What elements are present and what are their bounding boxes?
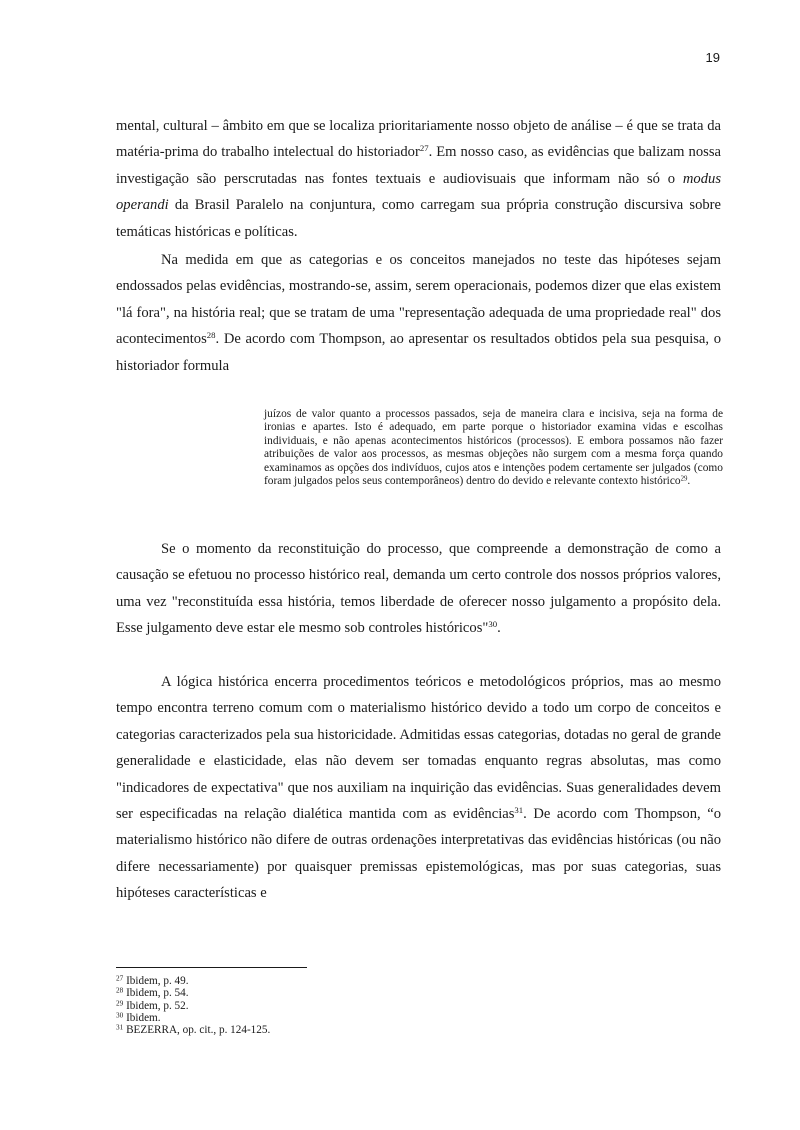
footnotes-list (116, 975, 616, 1036)
block-quote (264, 408, 723, 488)
footnote-29 (116, 1000, 616, 1012)
footnote-text: BEZERRA, op. cit., p. 124-125. (123, 1024, 271, 1037)
paragraph-2-text-a: Na medida em que as categorias e os conceitos manejados no teste das hipóteses sejam endossados pelas evidências, mostrando-se, assim, serem operacionais, podemos dizer que elas existem "lá fora", na história real; que se tratam de uma "representação adequada de uma propriedade real" dos acontecimentos (116, 252, 721, 348)
paragraph-1-text-b: . Em nosso caso, as evidências que balizam nossa investigação são perscrutadas nas fontes textuais e audiovisuais que informam não só o (116, 144, 721, 187)
footnote-number: 29 (116, 998, 124, 1007)
paragraph-4-text-b: . De acordo com Thompson, “o materialismo histórico não difere de outras ordenações interpretativas das evidências históricas (ou não difere necessariamente) por quaisquer premissas epistemológicas, mas por suas categorias, suas hipóteses características e (116, 806, 721, 902)
footnote-text: Ibidem, p. 52. (123, 999, 189, 1012)
emphasis-modus-operandi: modus operandi (116, 170, 721, 214)
paragraph-2 (116, 247, 721, 379)
footnote-ref-29: 29 (680, 475, 688, 483)
footnote-text: Ibidem, p. 54. (123, 987, 189, 1000)
footnote-number: 31 (116, 1023, 124, 1032)
footnote-number: 27 (116, 974, 124, 983)
paragraph-3 (116, 536, 721, 642)
paragraph-4 (116, 669, 721, 907)
paragraph-3-text-b: . (497, 620, 501, 637)
paragraph-2-text-b: . De acordo com Thompson, ao apresentar os resultados obtidos pela sua pesquisa, o historiador formula (116, 331, 721, 374)
footnote-ref-30: 30 (488, 619, 498, 630)
footnote-number: 30 (116, 1011, 124, 1020)
footnote-28 (116, 987, 616, 999)
footnote-separator (116, 967, 307, 968)
paragraph-3-text-a: Se o momento da reconstituição do processo, que compreende a demonstração de como a causação se efetuou no processo histórico real, demanda um certo controle dos nossos próprios valores, uma vez "reconstituída essa história, temos liberdade de oferecer nosso julgamento a propósito dela. Esse julgamento deve estar ele mesmo sob controles históricos" (116, 541, 721, 637)
paragraph-4-text-a: A lógica histórica encerra procedimentos teóricos e metodológicos próprios, mas ao mesmo tempo encontra terreno comum com o materialismo histórico devido a todo um corpo de conceitos e categorias caracterizados pela sua historicidade. Admitidas essas categorias, dotadas no geral de grande generalidade e elasticidade, elas não devem ser tomadas enquanto regras absolutas, mas como "indicadores de expectativa" que nos auxiliam na inquirição das evidências. Suas generalidades devem ser especificadas na relação dialética mantida com as evidências (116, 674, 721, 823)
paragraph-1-text-a: mental, cultural – âmbito em que se localiza prioritariamente nosso objeto de análise – é que se trata da matéria-prima do trabalho intelectual do historiador (116, 118, 721, 161)
paragraph-1 (116, 113, 721, 245)
footnote-30 (116, 1012, 616, 1024)
footnote-27 (116, 975, 616, 987)
paragraph-1-text-c: da Brasil Paralelo na conjuntura, como carregam sua própria construção discursiva sobre temáticas históricas e políticas. (116, 197, 721, 240)
footnote-number: 28 (116, 986, 124, 995)
block-quote-text: juízos de valor quanto a processos passados, seja de maneira clara e incisiva, seja na forma de ironias e apartes. Isto é adequado, em parte porque o historiador examina vidas e escolhas individuais, e não apenas acontecimentos históricos (processos). E embora possamos não fazer atribuições de valor aos processos, as mesmas objeções não surgem com a mesma força quando examinamos as opções dos indivíduos, cujos atos e intenções podem certamente ser julgados (como foram julgados pelos seus contemporâneos) dentro do devido e relevante contexto histórico (264, 408, 723, 488)
footnote-ref-27: 27 (419, 143, 429, 154)
footnote-text: Ibidem, p. 49. (123, 975, 189, 987)
footnote-ref-31: 31 (514, 805, 524, 816)
footnote-31 (116, 1024, 616, 1036)
footnote-ref-28: 28 (206, 330, 216, 341)
page-number: 19 (705, 50, 720, 65)
footnote-text: Ibidem. (123, 1011, 161, 1024)
block-quote-end: . (687, 475, 691, 488)
